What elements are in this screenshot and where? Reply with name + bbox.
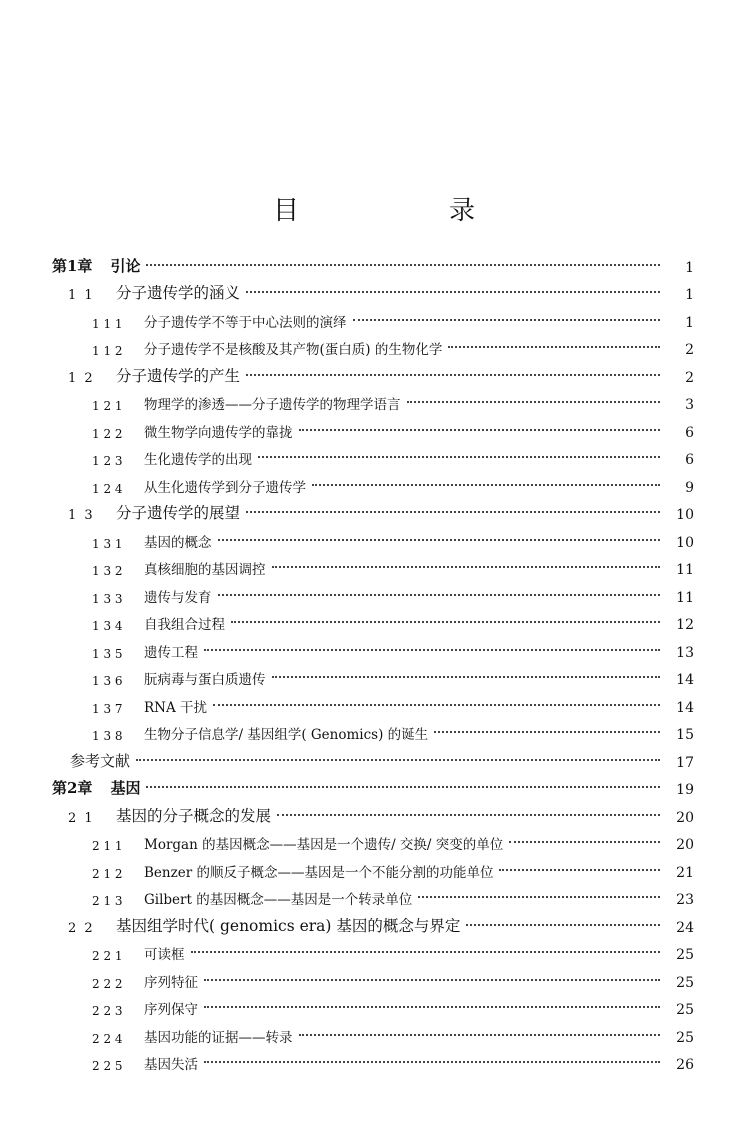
dot-leader xyxy=(258,456,660,458)
toc-entry-number: 2 1 1 xyxy=(92,839,123,853)
toc-entry-sub xyxy=(0,716,748,744)
toc-entry-title: 基因 xyxy=(110,779,141,797)
toc-entry-sub xyxy=(0,991,748,1019)
toc-entry-title: 微生物学向遗传学的靠拢 xyxy=(144,424,293,441)
toc-entry-sub xyxy=(0,1046,748,1074)
toc-entry-title: 朊病毒与蛋白质遗传 xyxy=(144,672,266,688)
toc-entry-number: 1 2 1 xyxy=(92,399,123,413)
toc-entry-number: 第2章 xyxy=(52,779,93,797)
dot-leader xyxy=(272,676,661,678)
dot-leader xyxy=(204,1006,660,1008)
toc-entry-number: 2 2 xyxy=(68,920,95,936)
toc-entry-page: 2 xyxy=(685,369,694,386)
toc-entry-sub xyxy=(0,661,748,689)
dot-leader xyxy=(136,759,660,761)
dot-leader xyxy=(466,924,660,926)
toc-entry-title: 引论 xyxy=(110,256,141,275)
toc-entry-sub xyxy=(0,1018,748,1046)
toc-entry-page: 25 xyxy=(676,947,694,963)
dot-leader xyxy=(418,896,660,898)
dot-leader xyxy=(146,264,660,266)
dot-leader xyxy=(204,979,660,981)
toc-entry-title: 序列保守 xyxy=(144,1002,198,1018)
toc-entry-page: 11 xyxy=(676,589,694,606)
dot-leader xyxy=(448,346,660,348)
toc-entry-title: RNA 干扰 xyxy=(144,699,208,716)
toc-entry-section xyxy=(0,276,748,304)
toc-entry-page: 19 xyxy=(676,782,694,798)
toc-entry-number: 1 1 2 xyxy=(92,344,123,358)
toc-entry-page: 1 xyxy=(685,287,694,303)
toc-entry-page: 25 xyxy=(676,974,694,991)
dot-leader xyxy=(299,1034,661,1036)
toc-entry-title: 真核细胞的基因调控 xyxy=(144,562,266,578)
toc-entry-sub xyxy=(0,688,748,716)
toc-entry-page: 14 xyxy=(676,672,694,688)
dot-leader xyxy=(312,484,660,486)
toc-entry-page: 2 xyxy=(685,342,694,358)
toc-entry-number: 1 3 1 xyxy=(92,536,123,551)
toc-entry-sub xyxy=(0,468,748,496)
toc-entry-sub xyxy=(0,551,748,579)
toc-entry-page: 26 xyxy=(676,1057,694,1073)
table-of-contents xyxy=(0,248,748,1073)
toc-entry-sub xyxy=(0,881,748,909)
toc-entry-sub xyxy=(0,386,748,414)
toc-entry-page: 11 xyxy=(676,562,694,578)
toc-entry-number: 1 3 4 xyxy=(92,619,123,633)
page-title: 目 录 xyxy=(272,196,537,226)
toc-entry-number: 2 1 2 xyxy=(92,866,123,881)
toc-entry-page: 6 xyxy=(685,452,694,468)
dot-leader xyxy=(204,1061,660,1063)
toc-entry-sub xyxy=(0,606,748,634)
toc-entry-number: 2 2 2 xyxy=(92,976,123,991)
toc-entry-title: 基因组学时代( genomics era) 基因的概念与界定 xyxy=(116,916,461,935)
toc-entry-title: 分子遗传学的涵义 xyxy=(116,284,241,302)
toc-entry-page: 12 xyxy=(676,617,694,633)
toc-entry-sub xyxy=(0,523,748,551)
toc-entry-title: Gilbert 的基因概念——基因是一个转录单位 xyxy=(144,892,413,908)
toc-entry-title: 从生化遗传学到分子遗传学 xyxy=(144,479,306,496)
dot-leader xyxy=(246,291,660,293)
dot-leader xyxy=(204,649,660,651)
toc-entry-page: 25 xyxy=(676,1002,694,1018)
dot-leader xyxy=(509,841,660,843)
toc-entry-title: 分子遗传学的产生 xyxy=(116,366,241,385)
dot-leader xyxy=(218,594,661,596)
toc-entry-sub xyxy=(0,633,748,661)
toc-entry-title: 分子遗传学不是核酸及其产物(蛋白质) 的生物化学 xyxy=(144,342,443,358)
dot-leader xyxy=(231,621,660,623)
toc-entry-title: Benzer 的顺反子概念——基因是一个不能分割的功能单位 xyxy=(144,864,494,881)
toc-entry-page: 20 xyxy=(676,809,694,826)
toc-entry-section xyxy=(0,496,748,524)
toc-entry-number: 1 3 7 xyxy=(92,701,123,716)
toc-entry-number: 2 2 3 xyxy=(92,1004,123,1018)
toc-entry-number: 2 1 xyxy=(68,810,95,826)
toc-entry-title: 物理学的渗透——分子遗传学的物理学语言 xyxy=(144,397,401,413)
toc-entry-number: 2 2 4 xyxy=(92,1031,123,1046)
toc-entry-number: 1 1 xyxy=(68,288,95,303)
toc-entry-page: 20 xyxy=(676,837,694,853)
toc-entry-number: 1 2 2 xyxy=(92,426,123,441)
toc-entry-number: 2 2 1 xyxy=(92,949,123,963)
toc-entry-number: 1 2 3 xyxy=(92,454,123,468)
toc-entry-number: 2 2 5 xyxy=(92,1059,123,1073)
toc-entry-chapter xyxy=(0,248,748,276)
toc-entry-sub xyxy=(0,963,748,991)
toc-entry-page: 1 xyxy=(685,259,694,276)
toc-entry-title: 基因功能的证据——转录 xyxy=(144,1029,293,1046)
toc-entry-sub xyxy=(0,413,748,441)
toc-entry-number: 1 2 4 xyxy=(92,481,123,496)
toc-entry-chapter xyxy=(0,771,748,799)
toc-entry-page: 15 xyxy=(676,727,694,743)
dot-leader xyxy=(407,401,661,403)
toc-entry-number: 第1章 xyxy=(52,256,93,275)
toc-entry-number: 2 1 3 xyxy=(92,894,123,908)
dot-leader xyxy=(246,511,660,513)
dot-leader xyxy=(499,869,660,871)
toc-entry-title: Morgan 的基因概念——基因是一个遗传/ 交换/ 突变的单位 xyxy=(144,837,504,853)
dot-leader xyxy=(277,814,660,816)
toc-entry-page: 13 xyxy=(676,644,694,661)
toc-entry-ref xyxy=(0,743,748,771)
toc-entry-sub xyxy=(0,826,748,854)
toc-entry-page: 24 xyxy=(676,919,694,936)
toc-entry-title: 基因的分子概念的发展 xyxy=(116,806,272,825)
toc-entry-title: 遗传工程 xyxy=(144,644,198,661)
toc-entry-page: 6 xyxy=(685,424,694,441)
dot-leader xyxy=(213,704,660,706)
toc-entry-section xyxy=(0,358,748,386)
dot-leader xyxy=(272,566,661,568)
dot-leader xyxy=(353,319,661,321)
toc-entry-title: 生物分子信息学/ 基因组学( Genomics) 的诞生 xyxy=(144,727,429,743)
toc-entry-sub xyxy=(0,331,748,359)
toc-entry-title: 分子遗传学不等于中心法则的演绎 xyxy=(144,314,347,331)
toc-entry-title: 序列特征 xyxy=(144,974,198,991)
toc-entry-page: 9 xyxy=(685,479,694,496)
toc-entry-title: 遗传与发育 xyxy=(144,589,212,606)
toc-entry-page: 10 xyxy=(676,507,694,523)
dot-leader xyxy=(218,539,661,541)
toc-entry-title: 基因的概念 xyxy=(144,534,212,551)
toc-entry-page: 23 xyxy=(676,892,694,908)
toc-entry-sub xyxy=(0,578,748,606)
toc-entry-sub xyxy=(0,853,748,881)
toc-entry-number: 1 3 5 xyxy=(92,646,123,661)
toc-entry-page: 17 xyxy=(676,754,694,771)
dot-leader xyxy=(146,786,660,788)
toc-entry-title: 基因失活 xyxy=(144,1057,198,1073)
toc-entry-number: 1 3 6 xyxy=(92,674,123,688)
toc-entry-sub xyxy=(0,303,748,331)
toc-entry-page: 10 xyxy=(676,534,694,551)
toc-entry-section xyxy=(0,908,748,936)
toc-entry-title: 参考文献 xyxy=(70,751,131,770)
dot-leader xyxy=(299,429,661,431)
toc-entry-sub xyxy=(0,936,748,964)
toc-entry-number: 1 3 8 xyxy=(92,729,123,743)
toc-entry-number: 1 2 xyxy=(68,370,95,386)
toc-entry-sub xyxy=(0,441,748,469)
toc-entry-title: 分子遗传学的展望 xyxy=(116,504,241,522)
toc-entry-title: 可读框 xyxy=(144,947,185,963)
toc-entry-number: 1 1 1 xyxy=(92,316,123,331)
dot-leader xyxy=(246,374,660,376)
toc-entry-title: 自我组合过程 xyxy=(144,617,225,633)
dot-leader xyxy=(191,951,661,953)
toc-entry-section xyxy=(0,798,748,826)
dot-leader xyxy=(434,731,660,733)
toc-entry-number: 1 3 2 xyxy=(92,564,123,578)
toc-entry-number: 1 3 3 xyxy=(92,591,123,606)
toc-entry-page: 14 xyxy=(676,699,694,716)
toc-entry-page: 1 xyxy=(685,314,694,331)
toc-entry-title: 生化遗传学的出现 xyxy=(144,452,252,468)
toc-entry-page: 3 xyxy=(685,397,694,413)
toc-entry-page: 21 xyxy=(676,864,694,881)
toc-entry-number: 1 3 xyxy=(68,508,95,523)
toc-entry-page: 25 xyxy=(676,1029,694,1046)
